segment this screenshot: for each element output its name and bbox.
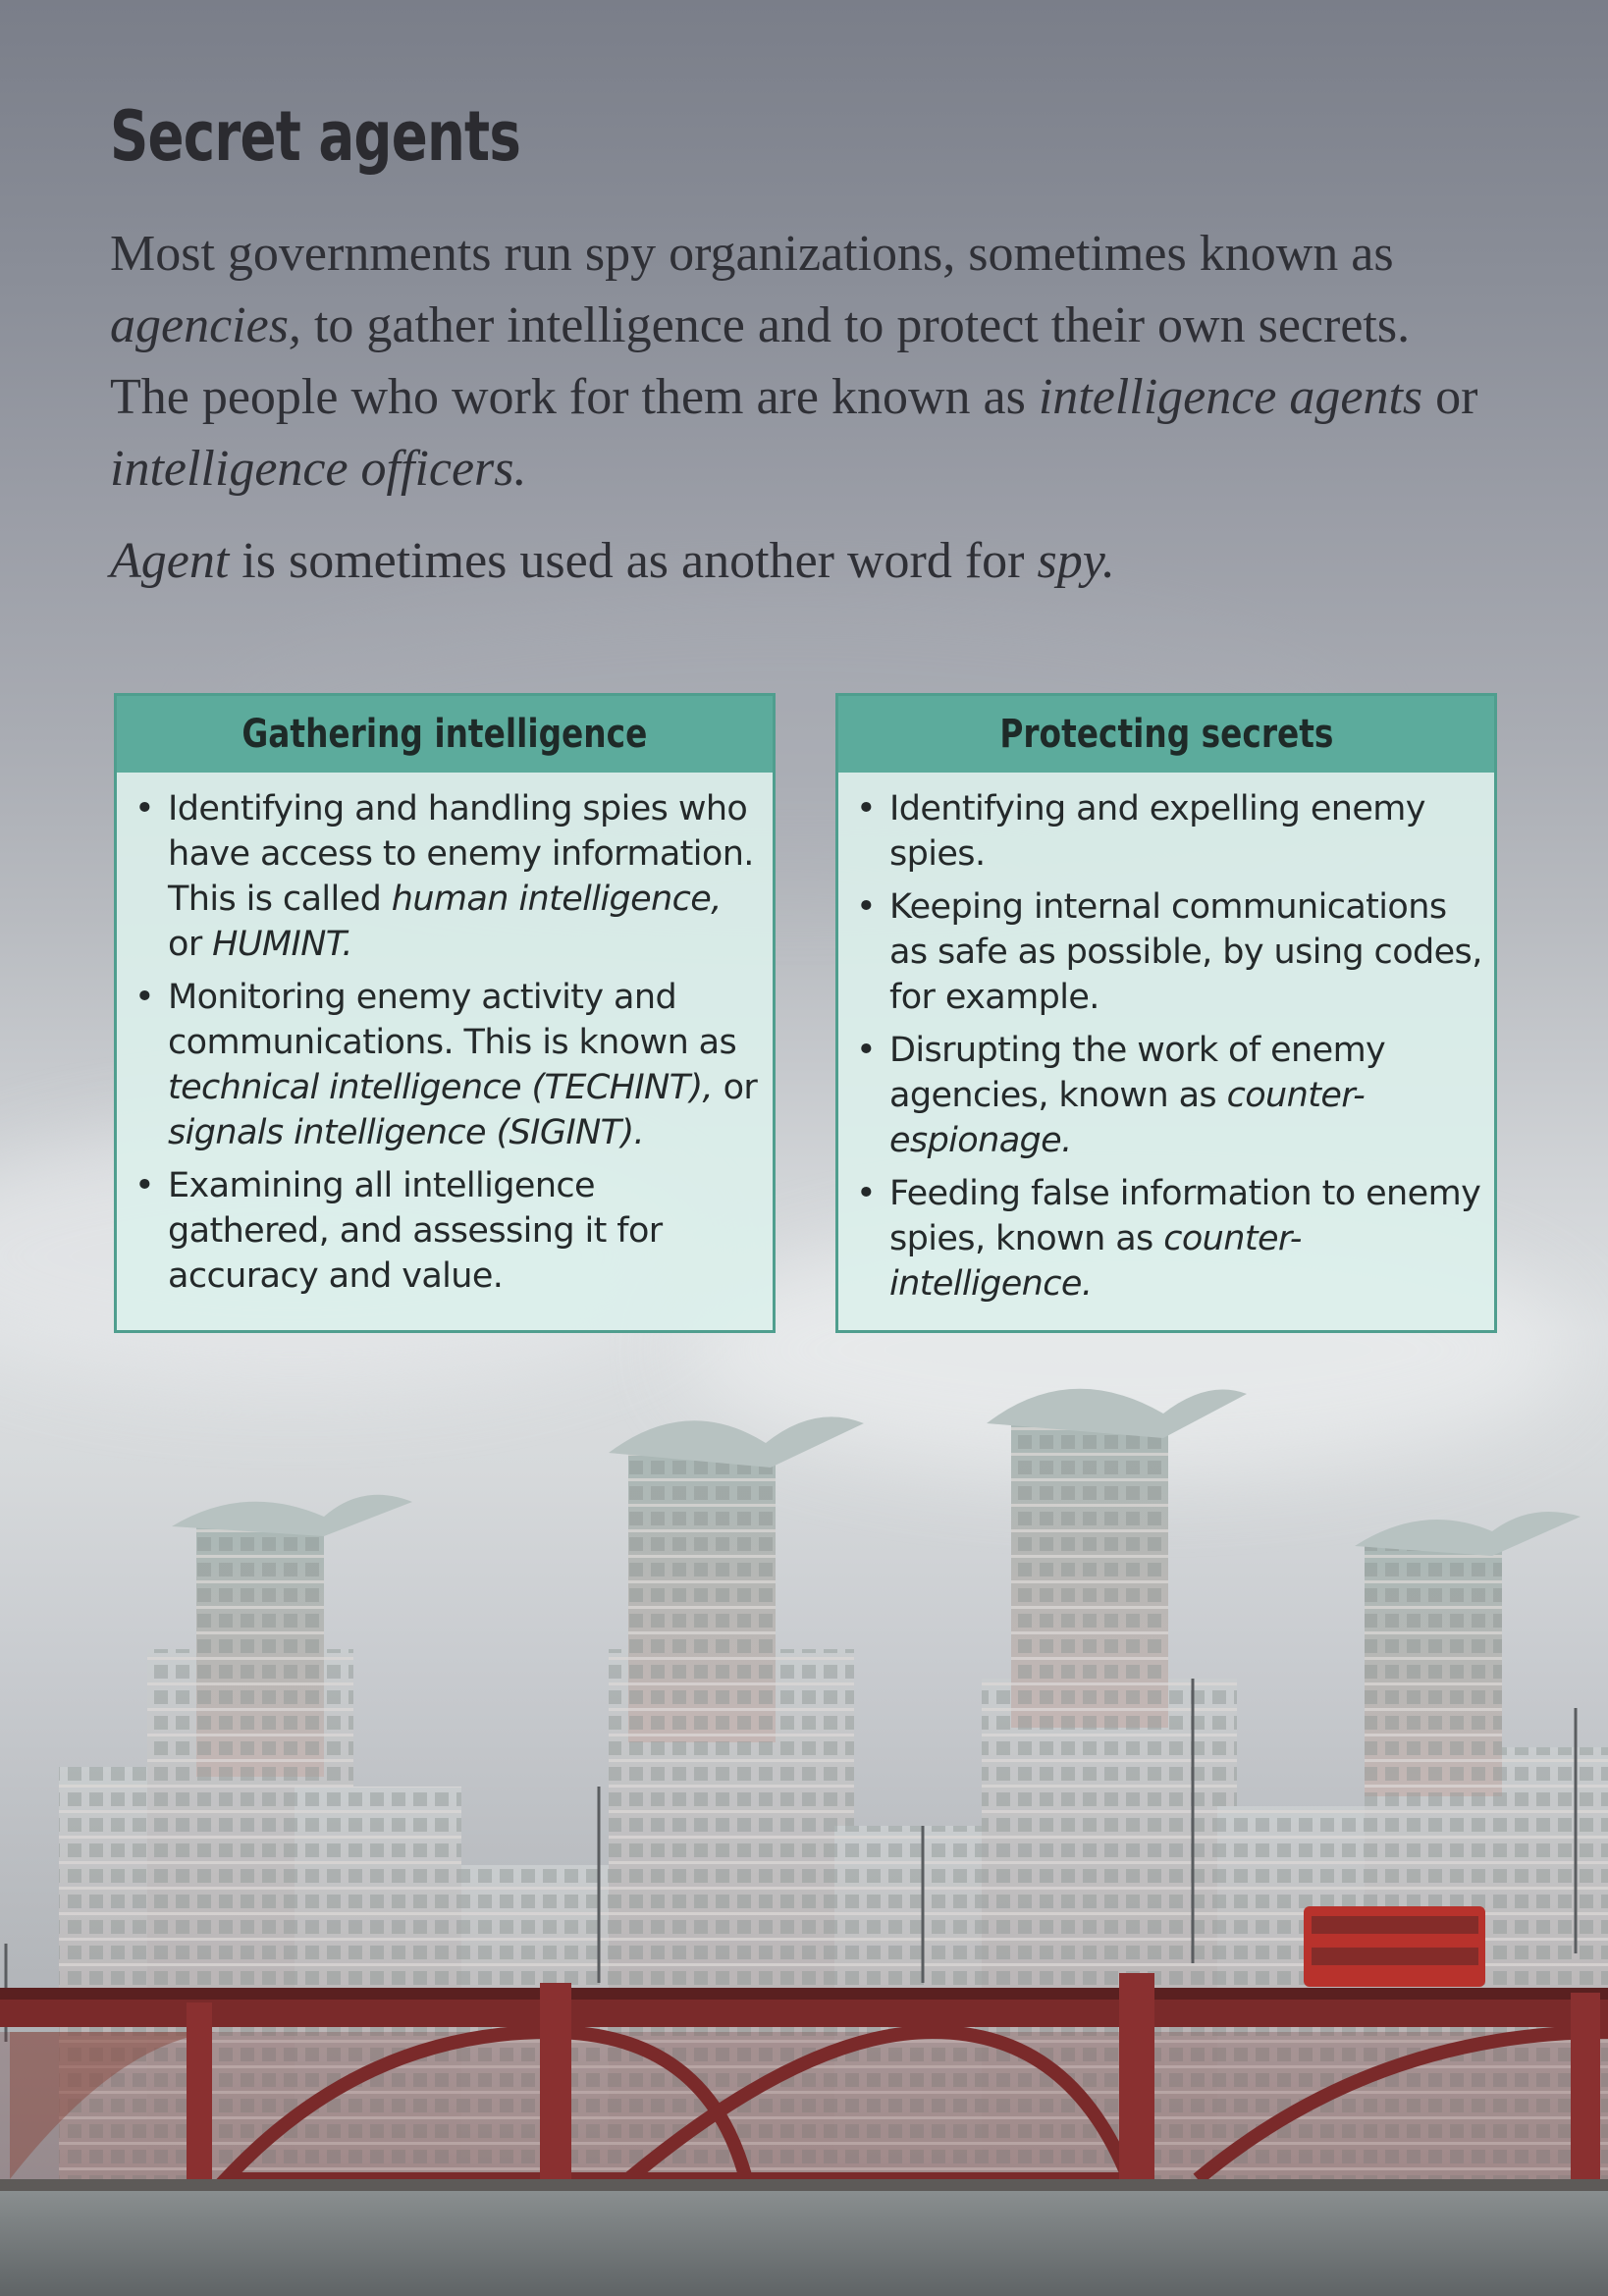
box-heading: Protecting secrets <box>998 712 1334 757</box>
bullet-icon: • <box>134 789 155 828</box>
item-term: HUMINT. <box>212 925 352 964</box>
box-header <box>838 696 1494 773</box>
intro-text: is sometimes used as another word for <box>229 533 1038 589</box>
item-text: or <box>168 925 213 964</box>
bullet-list <box>838 773 1494 1307</box>
intro-term: spy. <box>1037 533 1115 589</box>
bullet-icon: • <box>856 789 877 828</box>
bullet-icon: • <box>134 1166 155 1205</box>
box-heading: Gathering intelligence <box>241 712 648 757</box>
item-text: or <box>713 1068 758 1107</box>
intro-text: Most governments run spy organizations, sometimes known as <box>110 226 1394 282</box>
intro-term: Agent <box>110 533 230 589</box>
item-text: Keeping internal communications as safe as possible, by using codes, for example. <box>889 887 1482 1017</box>
list-item <box>134 1163 763 1299</box>
item-text: Feeding false information to enemy spies, known as <box>889 1174 1481 1258</box>
embankment <box>0 2179 1608 2191</box>
list-item <box>134 786 763 967</box>
city-skyline-illustration <box>0 1355 1608 2296</box>
list-item <box>856 1171 1484 1307</box>
bullet-list <box>117 773 773 1299</box>
item-text: Identifying and expelling enemy spies. <box>889 789 1425 874</box>
intro-text: to gather intelligence and to protect their own secrets. The people who work for them are known as <box>110 297 1411 425</box>
intro-text: or <box>1422 369 1478 425</box>
list-item <box>856 1028 1484 1163</box>
box-header <box>117 696 773 773</box>
item-term: human intelligence, <box>391 880 722 919</box>
bullet-icon: • <box>856 1174 877 1213</box>
intro-term: intelligence agents <box>1038 369 1423 425</box>
intro-term: agencies, <box>110 297 301 353</box>
glass-towers <box>172 1389 1581 1796</box>
river <box>0 2189 1608 2296</box>
bridge <box>0 1973 1608 2189</box>
bullet-icon: • <box>856 887 877 927</box>
item-text: Disrupting the work of enemy agencies, known as <box>889 1031 1386 1115</box>
page-title: Secret agents <box>110 96 521 177</box>
item-text: Examining all intelligence gathered, and assessing it for accuracy and value. <box>168 1166 663 1296</box>
list-item <box>856 884 1484 1020</box>
intro-term: intelligence officers. <box>110 441 527 497</box>
item-term: technical intelligence (TECHINT), <box>168 1068 714 1107</box>
list-item <box>856 786 1484 877</box>
gathering-intelligence-box <box>114 693 776 1333</box>
item-term: counter-espionage. <box>889 1076 1366 1160</box>
bullet-icon: • <box>856 1031 877 1070</box>
item-term: signals intelligence (SIGINT). <box>168 1113 645 1152</box>
agent-definition <box>110 525 1484 597</box>
list-item <box>134 975 763 1155</box>
intro-paragraph <box>110 218 1484 505</box>
item-text: Identifying and handling spies who have access to enemy information. This is called <box>168 789 754 919</box>
bullet-icon: • <box>134 978 155 1017</box>
protecting-secrets-box <box>835 693 1497 1333</box>
red-bus <box>1304 1906 1485 1987</box>
item-text: Monitoring enemy activity and communications. This is known as <box>168 978 737 1062</box>
item-term: counter-intelligence. <box>889 1219 1302 1304</box>
